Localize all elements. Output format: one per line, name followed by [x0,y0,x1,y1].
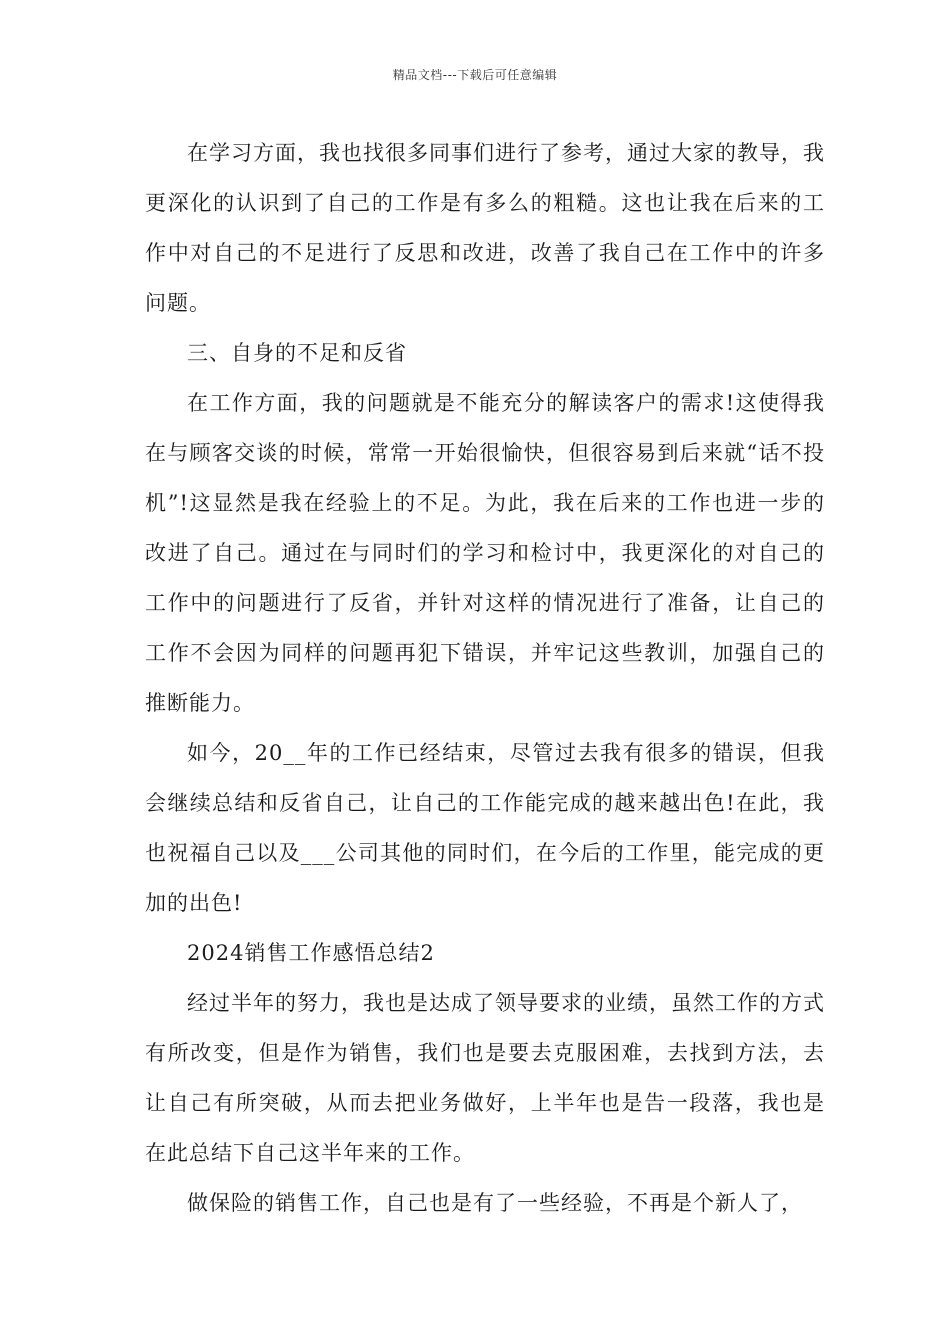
paragraph-study: 在学习方面，我也找很多同事们进行了参考，通过大家的教导，我更深化的认识到了自己的工作是有多么的粗糙。这也让我在后来的工作中对自己的不足进行了反思和改进，改善了我自己在工作中的许多问题。 [145,141,825,315]
page-header: 精品文档---下载后可任意编辑 [392,68,558,82]
paragraph-insurance-sales: 做保险的销售工作，自己也是有了一些经验，不再是个新人了， [187,1191,803,1215]
section-heading-shortcomings: 三、自身的不足和反省 [187,341,407,365]
paragraph-conclusion: 如今，20__年的工作已经结束，尽管过去我有很多的错误，但我会继续总结和反省自己，让自己的工作能完成的越来越出色!在此，我也祝福自己以及___公司其他的同时们，在今后的工作里，能完成的更加的出色! [145,741,825,915]
document-body [145,128,825,1228]
section-heading-summary-2: 2024销售工作感悟总结2 [187,941,435,965]
paragraph-work-issues: 在工作方面，我的问题就是不能充分的解读客户的需求!这使得我在与顾客交谈的时候，常常一开始很愉快，但很容易到后来就“话不投机”!这显然是我在经验上的不足。为此，我在后来的工作也进一步的改进了自己。通过在与同时们的学习和检讨中，我更深化的对自己的工作中的问题进行了反省，并针对这样的情况进行了准备，让自己的工作不会因为同样的问题再犯下错误，并牢记这些教训，加强自己的推断能力。 [145,391,825,715]
paragraph-half-year: 经过半年的努力，我也是达成了领导要求的业绩，虽然工作的方式有所改变，但是作为销售，我们也是要去克服困难，去找到方法，去让自己有所突破，从而去把业务做好，上半年也是告一段落，我也是在此总结下自己这半年来的工作。 [145,991,825,1165]
